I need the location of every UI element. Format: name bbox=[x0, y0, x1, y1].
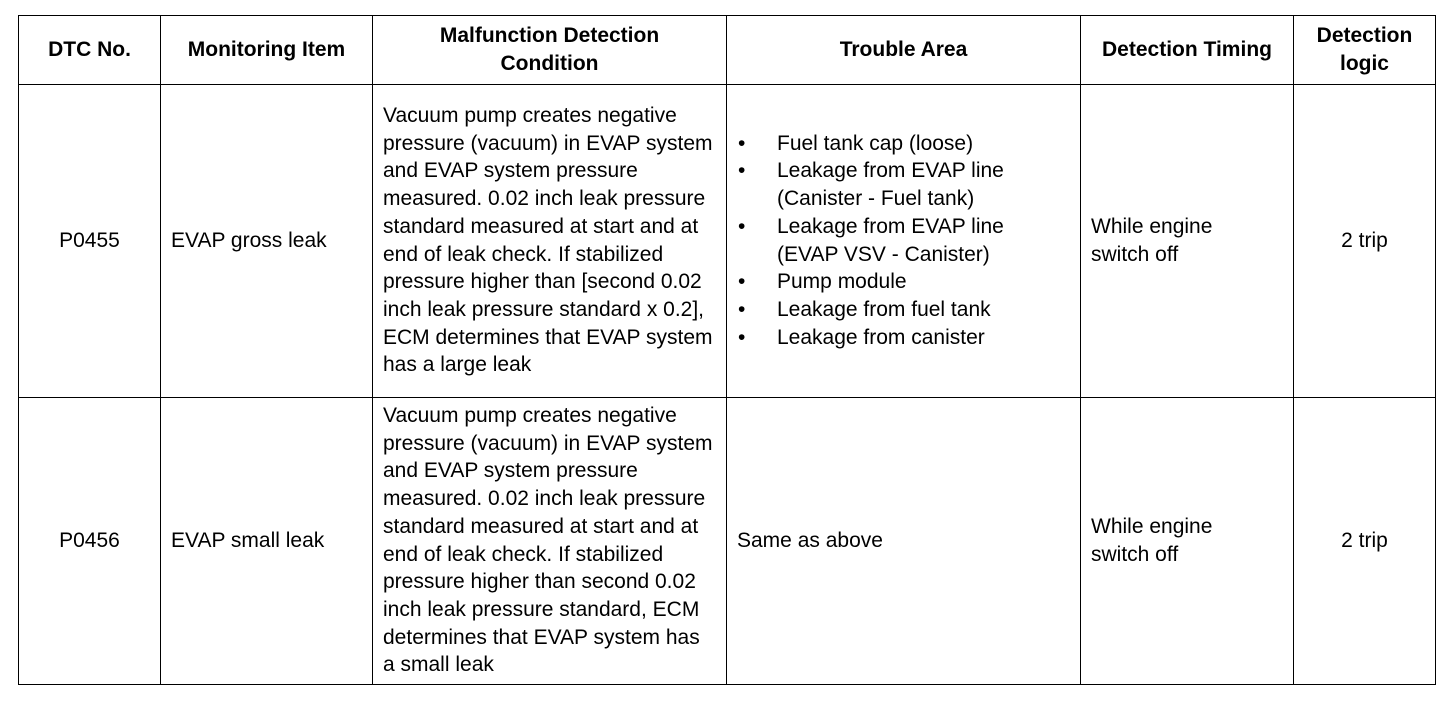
header-monitoring-item: Monitoring Item bbox=[161, 16, 373, 85]
header-dtc-no: DTC No. bbox=[19, 16, 161, 85]
detection-logic-cell: 2 trip bbox=[1294, 398, 1436, 685]
bullet-icon: • bbox=[738, 131, 746, 155]
list-item-text: Leakage from canister bbox=[777, 325, 985, 349]
list-item-text: Leakage from EVAP line (EVAP VSV - Canister) bbox=[777, 214, 1004, 266]
list-item-text: Leakage from fuel tank bbox=[777, 297, 991, 321]
list-item-text: Fuel tank cap (loose) bbox=[777, 131, 974, 155]
detection-timing-cell: While engine switch off bbox=[1081, 85, 1294, 398]
bullet-icon: • bbox=[738, 214, 746, 238]
dtc-table bbox=[18, 15, 1436, 685]
monitoring-item-cell: EVAP gross leak bbox=[161, 85, 373, 398]
list-item bbox=[737, 296, 1070, 324]
list-item bbox=[737, 324, 1070, 352]
detection-logic-cell: 2 trip bbox=[1294, 85, 1436, 398]
list-item-text: Pump module bbox=[777, 270, 907, 294]
dtc-no-cell: P0456 bbox=[19, 398, 161, 685]
bullet-icon: • bbox=[738, 297, 746, 321]
list-item bbox=[737, 268, 1070, 296]
bullet-icon: • bbox=[738, 270, 746, 294]
condition-cell: Vacuum pump creates negative pressure (vacuum) in EVAP system and EVAP system pressure measured. 0.02 inch leak pressure standard measured at start and at end of leak check. If stabilized pressure higher than [second 0.02 inch leak pressure standard x 0.2], ECM determines that EVAP system has a large leak bbox=[373, 85, 727, 398]
table-row bbox=[19, 398, 1436, 685]
trouble-area-list bbox=[737, 130, 1070, 352]
bullet-icon: • bbox=[738, 325, 746, 349]
monitoring-item-cell: EVAP small leak bbox=[161, 398, 373, 685]
header-row bbox=[19, 16, 1436, 85]
list-item-text: Leakage from EVAP line (Canister - Fuel tank) bbox=[777, 159, 1004, 211]
dtc-no-cell: P0455 bbox=[19, 85, 161, 398]
header-detection-timing: Detection Timing bbox=[1081, 16, 1294, 85]
table-row bbox=[19, 85, 1436, 398]
condition-cell: Vacuum pump creates negative pressure (vacuum) in EVAP system and EVAP system pressure measured. 0.02 inch leak pressure standard measured at start and at end of leak check. If stabilized pressure higher than second 0.02 inch leak pressure standard, ECM determines that EVAP system has a small leak bbox=[373, 398, 727, 685]
header-trouble-area: Trouble Area bbox=[727, 16, 1081, 85]
list-item bbox=[737, 157, 1070, 212]
detection-timing-cell: While engine switch off bbox=[1081, 398, 1294, 685]
trouble-area-cell: Same as above bbox=[727, 398, 1081, 685]
trouble-area-cell bbox=[727, 85, 1081, 398]
header-detection-logic: Detection logic bbox=[1294, 16, 1436, 85]
header-malfunction-detection-condition: Malfunction Detection Condition bbox=[373, 16, 727, 85]
list-item bbox=[737, 213, 1070, 268]
bullet-icon: • bbox=[738, 159, 746, 183]
list-item bbox=[737, 130, 1070, 158]
